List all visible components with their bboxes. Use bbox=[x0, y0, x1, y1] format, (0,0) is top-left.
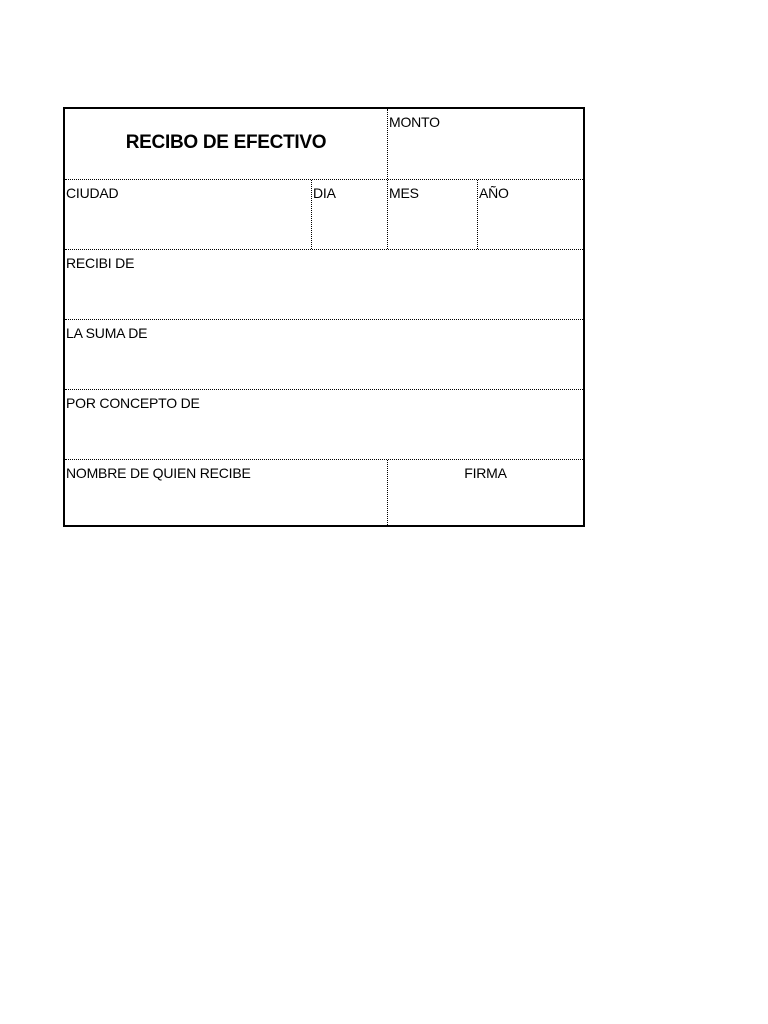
signature-row bbox=[65, 459, 583, 525]
date-row bbox=[65, 179, 583, 249]
monto-label: MONTO bbox=[389, 114, 440, 130]
firma-field[interactable] bbox=[387, 460, 583, 525]
title-cell bbox=[65, 109, 387, 179]
ciudad-label: CIUDAD bbox=[66, 185, 119, 201]
firma-label: FIRMA bbox=[464, 465, 507, 481]
mes-label: MES bbox=[389, 185, 419, 201]
recibi-de-field[interactable] bbox=[65, 250, 583, 319]
la-suma-de-label: LA SUMA DE bbox=[66, 325, 148, 341]
ano-field[interactable] bbox=[477, 180, 583, 249]
cash-receipt-form bbox=[63, 107, 585, 527]
la-suma-de-row bbox=[65, 319, 583, 389]
receipt-title: RECIBO DE EFECTIVO bbox=[125, 132, 327, 153]
header-row bbox=[65, 109, 583, 179]
monto-field[interactable] bbox=[387, 109, 583, 179]
dia-label: DIA bbox=[313, 185, 336, 201]
dia-field[interactable] bbox=[311, 180, 387, 249]
nombre-field[interactable] bbox=[65, 460, 387, 525]
por-concepto-de-label: POR CONCEPTO DE bbox=[66, 395, 200, 411]
por-concepto-de-field[interactable] bbox=[65, 390, 583, 459]
recibi-de-row bbox=[65, 249, 583, 319]
recibi-de-label: RECIBI DE bbox=[66, 255, 135, 271]
nombre-label: NOMBRE DE QUIEN RECIBE bbox=[66, 465, 251, 481]
ciudad-field[interactable] bbox=[65, 180, 311, 249]
por-concepto-de-row bbox=[65, 389, 583, 459]
la-suma-de-field[interactable] bbox=[65, 320, 583, 389]
ano-label: AÑO bbox=[479, 185, 509, 201]
mes-field[interactable] bbox=[387, 180, 477, 249]
